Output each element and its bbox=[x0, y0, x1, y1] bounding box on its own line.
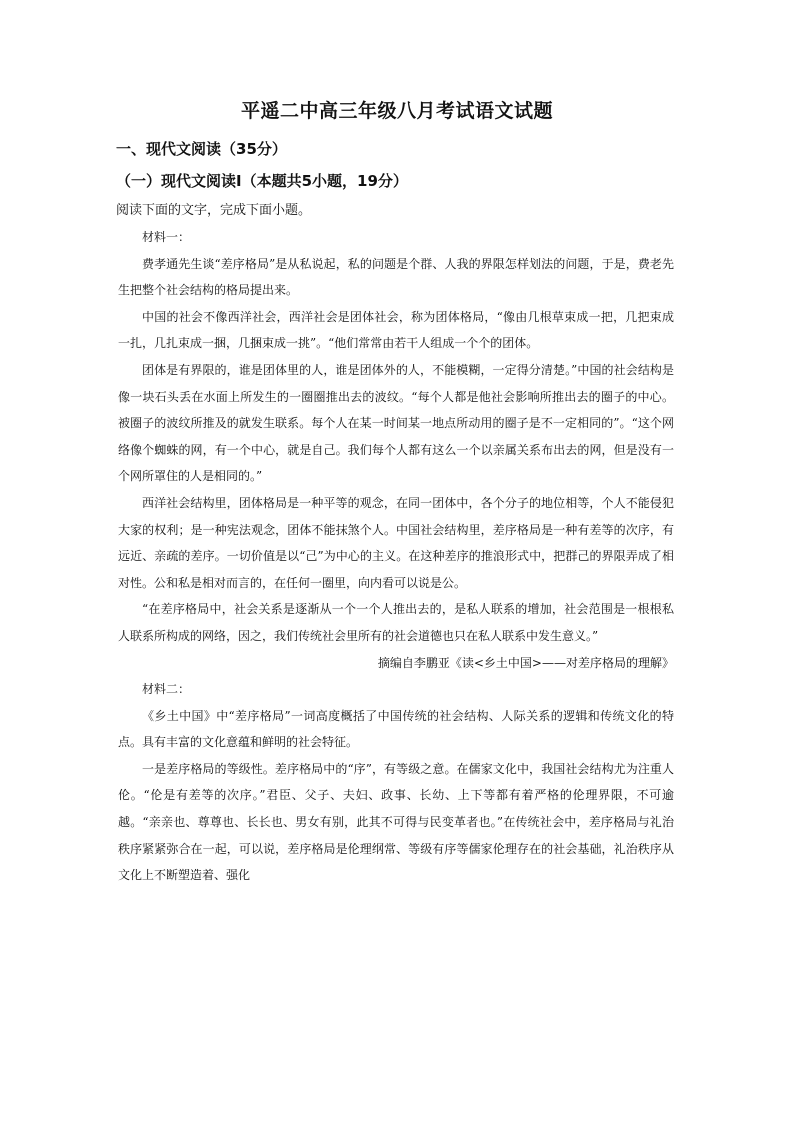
source-citation: 摘编自李鹏亚《读<乡土中国>——对差序格局的理解》 bbox=[377, 655, 674, 670]
reading-passage bbox=[118, 224, 674, 889]
paragraph: 《乡土中国》中“差序格局”一词高度概括了中国传统的社会结构、人际关系的逻辑和传统文化的特点。具有丰富的文化意蕴和鲜明的社会特征。 bbox=[118, 708, 674, 750]
subsection-heading: （一）现代文阅读Ⅰ（本题共5小题，19分） bbox=[116, 172, 408, 190]
material-two-label: 材料二： bbox=[142, 682, 191, 697]
material-one-label: 材料一： bbox=[142, 230, 191, 244]
paragraph: “在差序格局中，社会关系是逐渐从一个一个人推出去的，是私人联系的增加，社会范围是一根根私人联系所构成的网络，因之，我们传统社会里所有的社会道德也只在私人联系中发生意义。” bbox=[118, 602, 674, 643]
paragraph: 中国的社会不像西洋社会，西洋社会是团体社会，称为团体格局，“像由几根草束成一把，几把束成一扎，几扎束成一捆，几捆束成一挑”。“他们常常由若干人组成一个个的团体。 bbox=[118, 309, 674, 351]
paragraph: 一是差序格局的等级性。差序格局中的“序”，有等级之意。在儒家文化中，我国社会结构尤为注重人伦。“伦是有差等的次序。”君臣、父子、夫妇、政事、长幼、上下等都有着严格的伦理界限，不可逾越。“亲亲也、尊尊也、长长也、男女有别，此其不可得与民变革者也。”在传统社会中，差序格局与礼治秩序紧紧弥合在一起，可以说，差序格局是伦理纲常、等级有序等儒家伦理存在的社会基础，礼治秩序从文化上不断塑造着、强化 bbox=[118, 761, 674, 883]
paragraph: 费孝通先生谈“差序格局”是从私说起，私的问题是个群、人我的界限怎样划法的问题，于是，费老先生把整个社会结构的格局提出来。 bbox=[118, 256, 674, 298]
reading-instruction: 阅读下面的文字，完成下面小题。 bbox=[116, 203, 312, 218]
page-title: 平遥二中高三年级八月考试语文试题 bbox=[240, 100, 553, 122]
section-heading: 一、现代文阅读（35分） bbox=[116, 140, 287, 158]
paragraph: 团体是有界限的，谁是团体里的人，谁是团体外的人，不能模糊，一定得分清楚。”中国的社会结构是像一块石头丢在水面上所发生的一圈圈推出去的波纹。“每个人都是他社会影响所推出去的圈子的中心。被圈子的波纹所推及的就发生联系。每个人在某一时间某一地点所动用的圈子是不一定相同的”。“这个网络像个蜘蛛的网，有一个中心，就是自己。我们每个人都有这么一个以亲属关系布出去的网，但是没有一个网所罩住的人是相同的。” bbox=[118, 362, 674, 484]
paragraph: 西洋社会结构里，团体格局是一种平等的观念，在同一团体中，各个分子的地位相等，个人不能侵犯大家的权利；是一种宪法观念，团体不能抹煞个人。中国社会结构里，差序格局是一种有差等的次序，有远近、亲疏的差序。一切价值是以“己”为中心的主义。在这种差序的推浪形式中，把群己的界限弄成了相对性。公和私是相对而言的，在任何一圈里，向内看可以说是公。 bbox=[118, 495, 674, 590]
